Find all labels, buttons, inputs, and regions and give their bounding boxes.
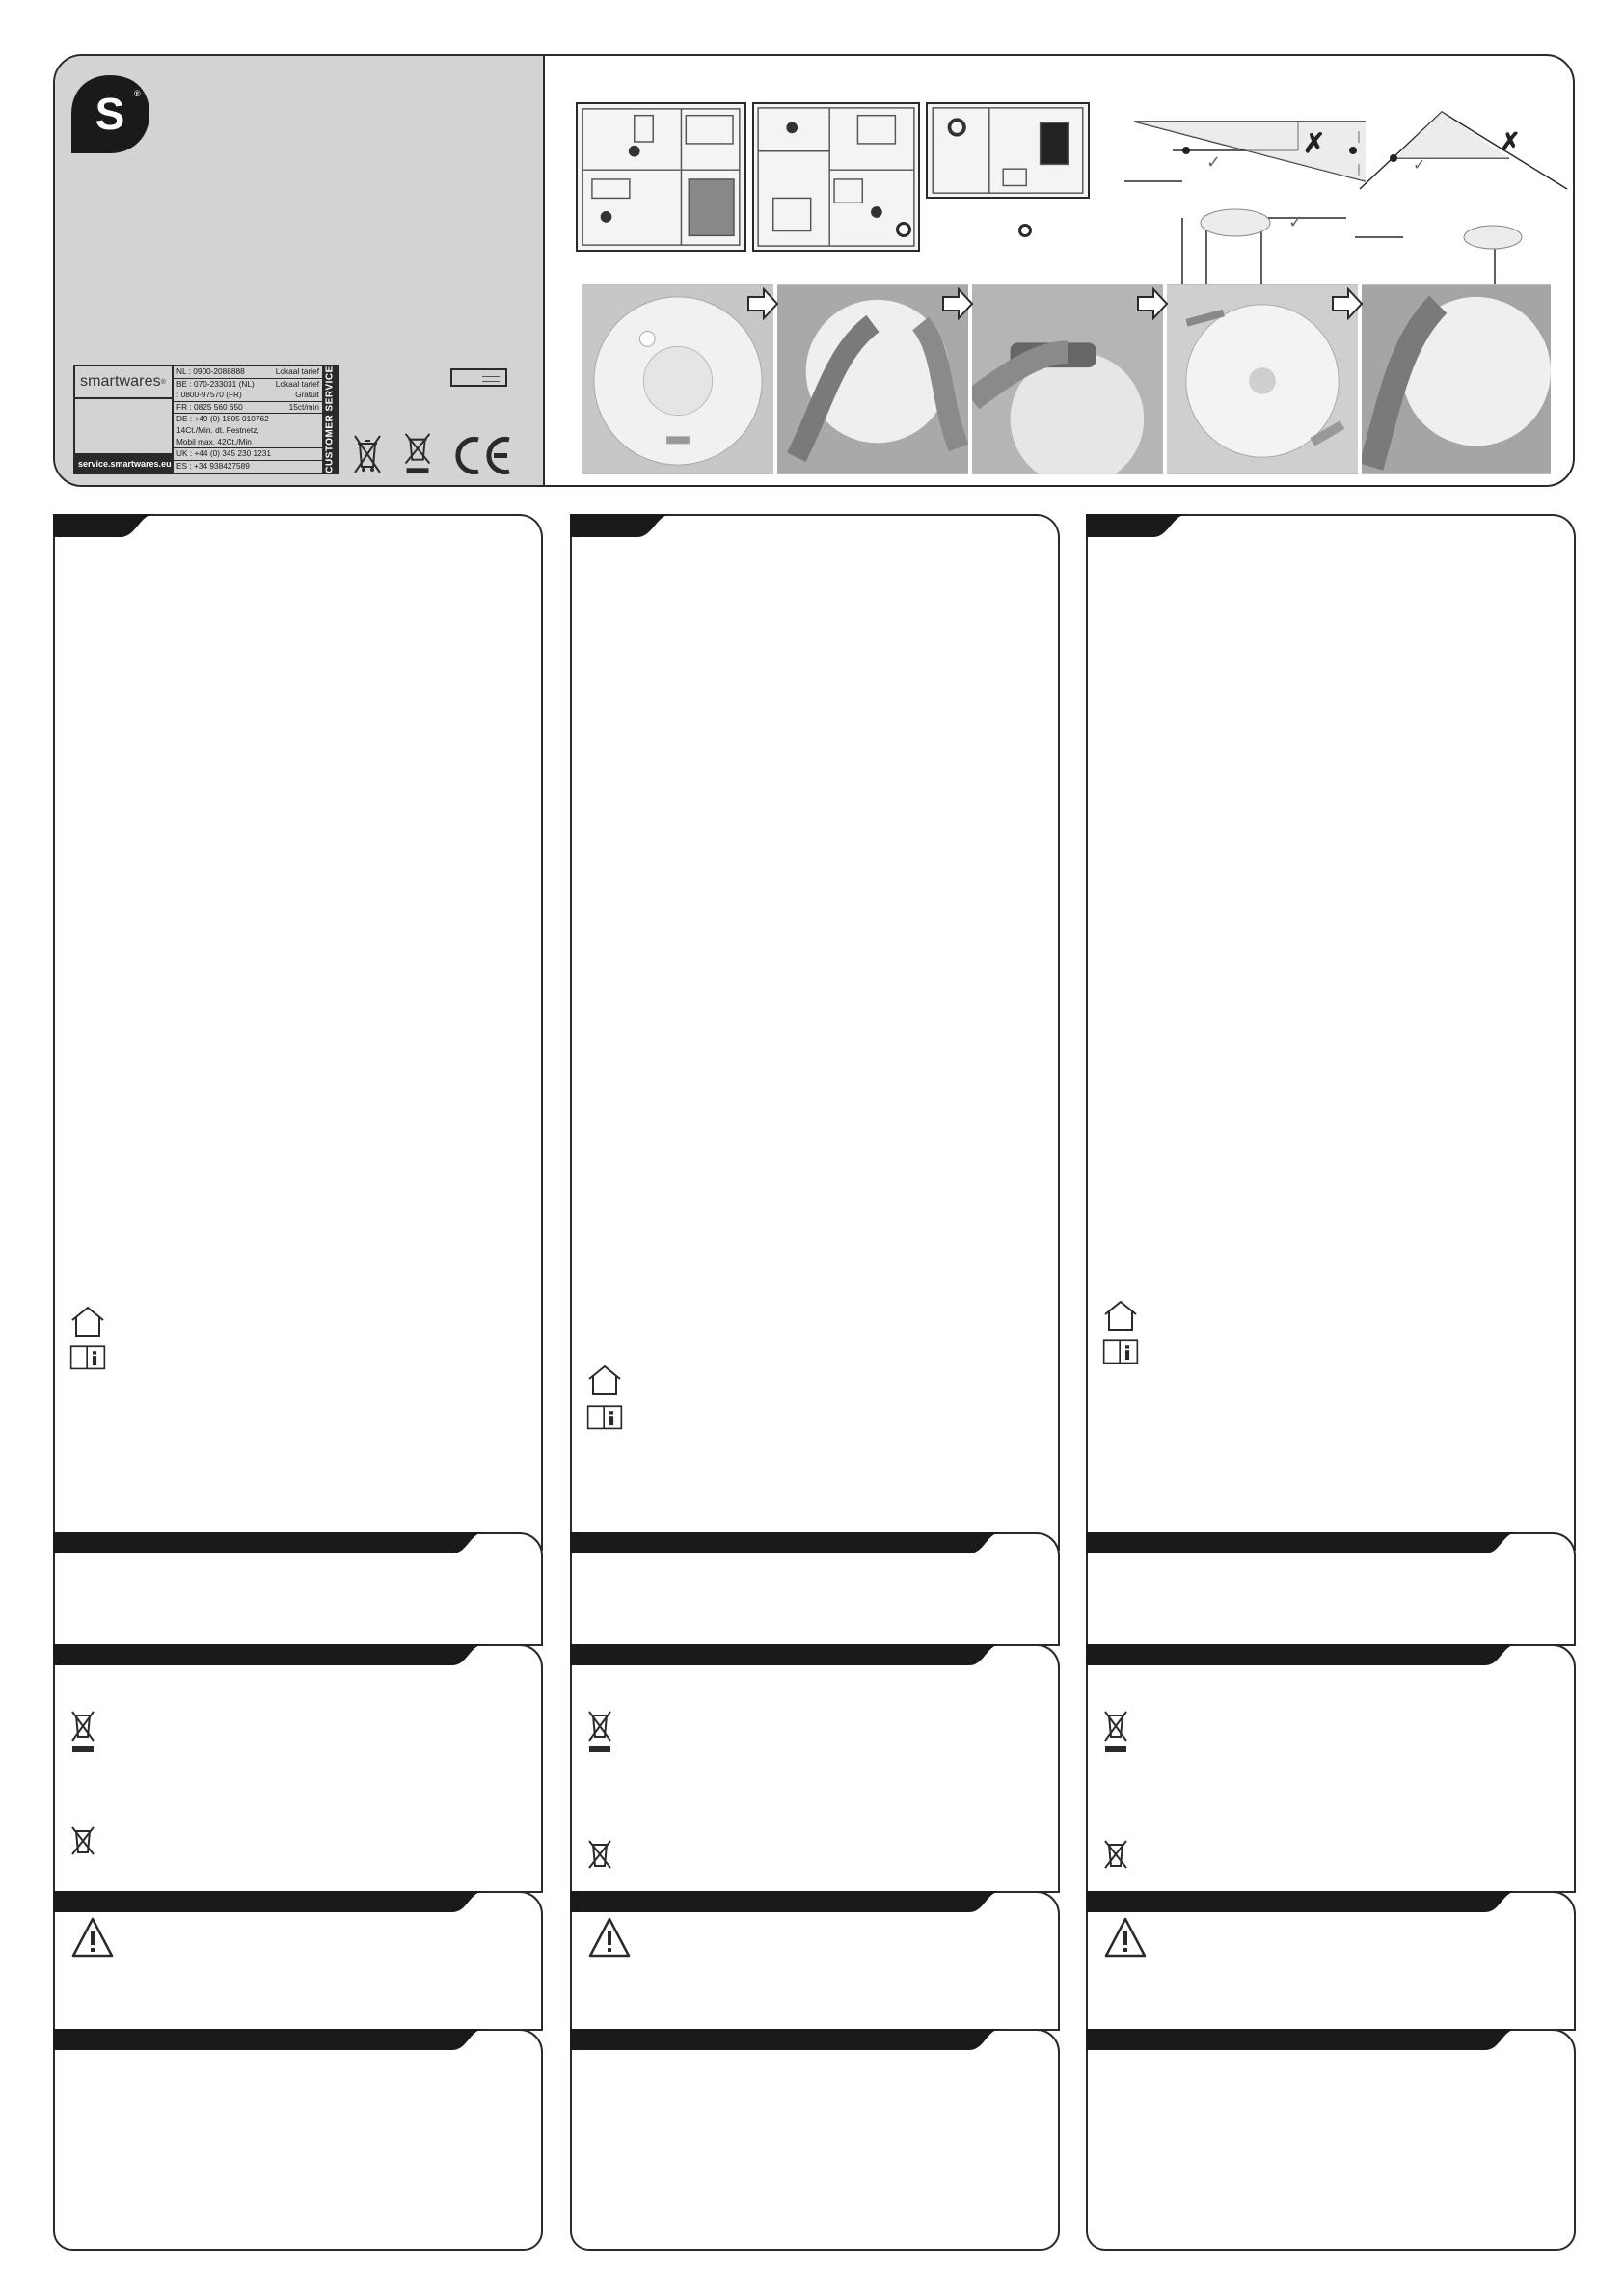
ce-mark-icon bbox=[451, 434, 514, 477]
section-header bbox=[570, 1644, 1002, 1665]
warning-icon bbox=[587, 1916, 632, 1958]
language-tab bbox=[53, 514, 155, 537]
service-line-nl: NL : 0900-2088888 Lokaal tarief bbox=[174, 366, 322, 379]
wordmark-registered: ® bbox=[160, 378, 166, 386]
language-tab bbox=[1086, 514, 1188, 537]
service-line-be: BE : 070-233031 (NL) Lokaal tarief bbox=[176, 378, 319, 389]
manual-icon bbox=[69, 1340, 106, 1373]
customer-service-label: CUSTOMER SERVICE bbox=[322, 366, 338, 473]
wrong-mark: ✗ bbox=[1500, 127, 1521, 156]
section-header bbox=[1086, 1891, 1518, 1912]
step-arrow-icon bbox=[941, 287, 974, 320]
ceiling-mounting-diagram bbox=[1115, 112, 1380, 293]
step-arrow-icon bbox=[1331, 287, 1364, 320]
section-header bbox=[1086, 2029, 1518, 2050]
section-header bbox=[1086, 1532, 1518, 1553]
customer-service-box bbox=[73, 365, 339, 474]
right-mark: ✓ bbox=[1288, 212, 1304, 232]
section-header bbox=[570, 1532, 1002, 1553]
pitched-roof-mounting-diagram bbox=[1355, 93, 1575, 293]
section-2 bbox=[570, 1644, 1060, 1893]
section-3 bbox=[1086, 1891, 1576, 2031]
home-icon bbox=[586, 1364, 623, 1396]
smartwares-logo bbox=[69, 73, 151, 155]
crossed-bin-icon bbox=[1103, 1839, 1128, 1870]
section-4 bbox=[53, 2029, 543, 2251]
service-line-de-mobile: Mobil max. 42Ct./Min bbox=[174, 437, 322, 449]
section-3 bbox=[570, 1891, 1060, 2031]
step-arrow-icon bbox=[746, 287, 779, 320]
crossed-bin-bar-icon bbox=[587, 1710, 612, 1754]
blank-cell bbox=[75, 399, 172, 455]
heat-detector-marker bbox=[1018, 224, 1032, 237]
instructions-box bbox=[1086, 514, 1576, 1551]
top-frame bbox=[53, 54, 1575, 487]
right-mark: ✓ bbox=[1413, 155, 1426, 174]
service-website[interactable]: service.smartwares.eu bbox=[75, 455, 172, 473]
brand-panel bbox=[55, 56, 545, 485]
logo-letter: S bbox=[95, 89, 125, 139]
crossed-bin-icon bbox=[587, 1839, 612, 1870]
crossed-bin-bar-icon bbox=[1103, 1710, 1128, 1754]
warning-icon bbox=[1103, 1916, 1148, 1958]
service-line-de: DE : +49 (0) 1805 010762 bbox=[176, 414, 269, 424]
home-icon bbox=[69, 1305, 106, 1337]
service-line-be-fr: : 0800-97570 (FR) Gratuit bbox=[174, 390, 322, 402]
warning-icon bbox=[70, 1916, 115, 1958]
service-line-fr: FR : 0825 560 650 15ct/min bbox=[174, 402, 322, 415]
section-header bbox=[53, 1532, 485, 1553]
product-code-label bbox=[450, 368, 507, 387]
section-1 bbox=[53, 1532, 543, 1646]
section-header bbox=[53, 1891, 485, 1912]
section-header bbox=[1086, 1644, 1518, 1665]
right-mark: ✓ bbox=[1206, 152, 1222, 173]
section-4 bbox=[1086, 2029, 1576, 2251]
wordmark bbox=[75, 366, 172, 399]
instructions-box bbox=[570, 514, 1060, 1551]
manual-icon bbox=[586, 1400, 623, 1433]
wrong-mark: ✗ bbox=[1303, 128, 1326, 158]
section-4 bbox=[570, 2029, 1060, 2251]
home-icon bbox=[1102, 1299, 1139, 1332]
crossed-bin-icon bbox=[353, 434, 382, 476]
floorplan-ground-floor bbox=[576, 102, 746, 252]
manual-icon bbox=[1102, 1335, 1139, 1367]
service-line-es: ES : +34 938427589 bbox=[176, 460, 250, 471]
section-header bbox=[570, 2029, 1002, 2050]
section-1 bbox=[570, 1532, 1060, 1646]
section-header bbox=[53, 1644, 485, 1665]
crossed-bin-bar-icon bbox=[70, 1710, 95, 1754]
floorplan-first-floor bbox=[752, 102, 920, 252]
language-tab bbox=[570, 514, 672, 537]
crossed-bin-icon bbox=[70, 1825, 95, 1856]
service-line-de-rate: 14Ct./Min. dt. Festnetz, bbox=[176, 424, 259, 435]
service-line-uk: UK : +44 (0) 345 230 1231 bbox=[174, 448, 322, 461]
logo-registered: ® bbox=[134, 89, 141, 98]
section-2 bbox=[1086, 1644, 1576, 1893]
section-1 bbox=[1086, 1532, 1576, 1646]
crossed-bin-bar-icon bbox=[403, 432, 432, 474]
section-header bbox=[570, 1891, 1002, 1912]
section-3 bbox=[53, 1891, 543, 2031]
section-header bbox=[53, 2029, 485, 2050]
step-arrow-icon bbox=[1136, 287, 1169, 320]
floorplan-attic bbox=[926, 102, 1090, 199]
wordmark-text: smartwares bbox=[80, 373, 161, 390]
service-phone-list bbox=[174, 366, 322, 473]
instructions-box bbox=[53, 514, 543, 1551]
smoke-detector-marker bbox=[896, 222, 911, 237]
section-2 bbox=[53, 1644, 543, 1893]
photo-twist-on bbox=[1362, 284, 1553, 474]
